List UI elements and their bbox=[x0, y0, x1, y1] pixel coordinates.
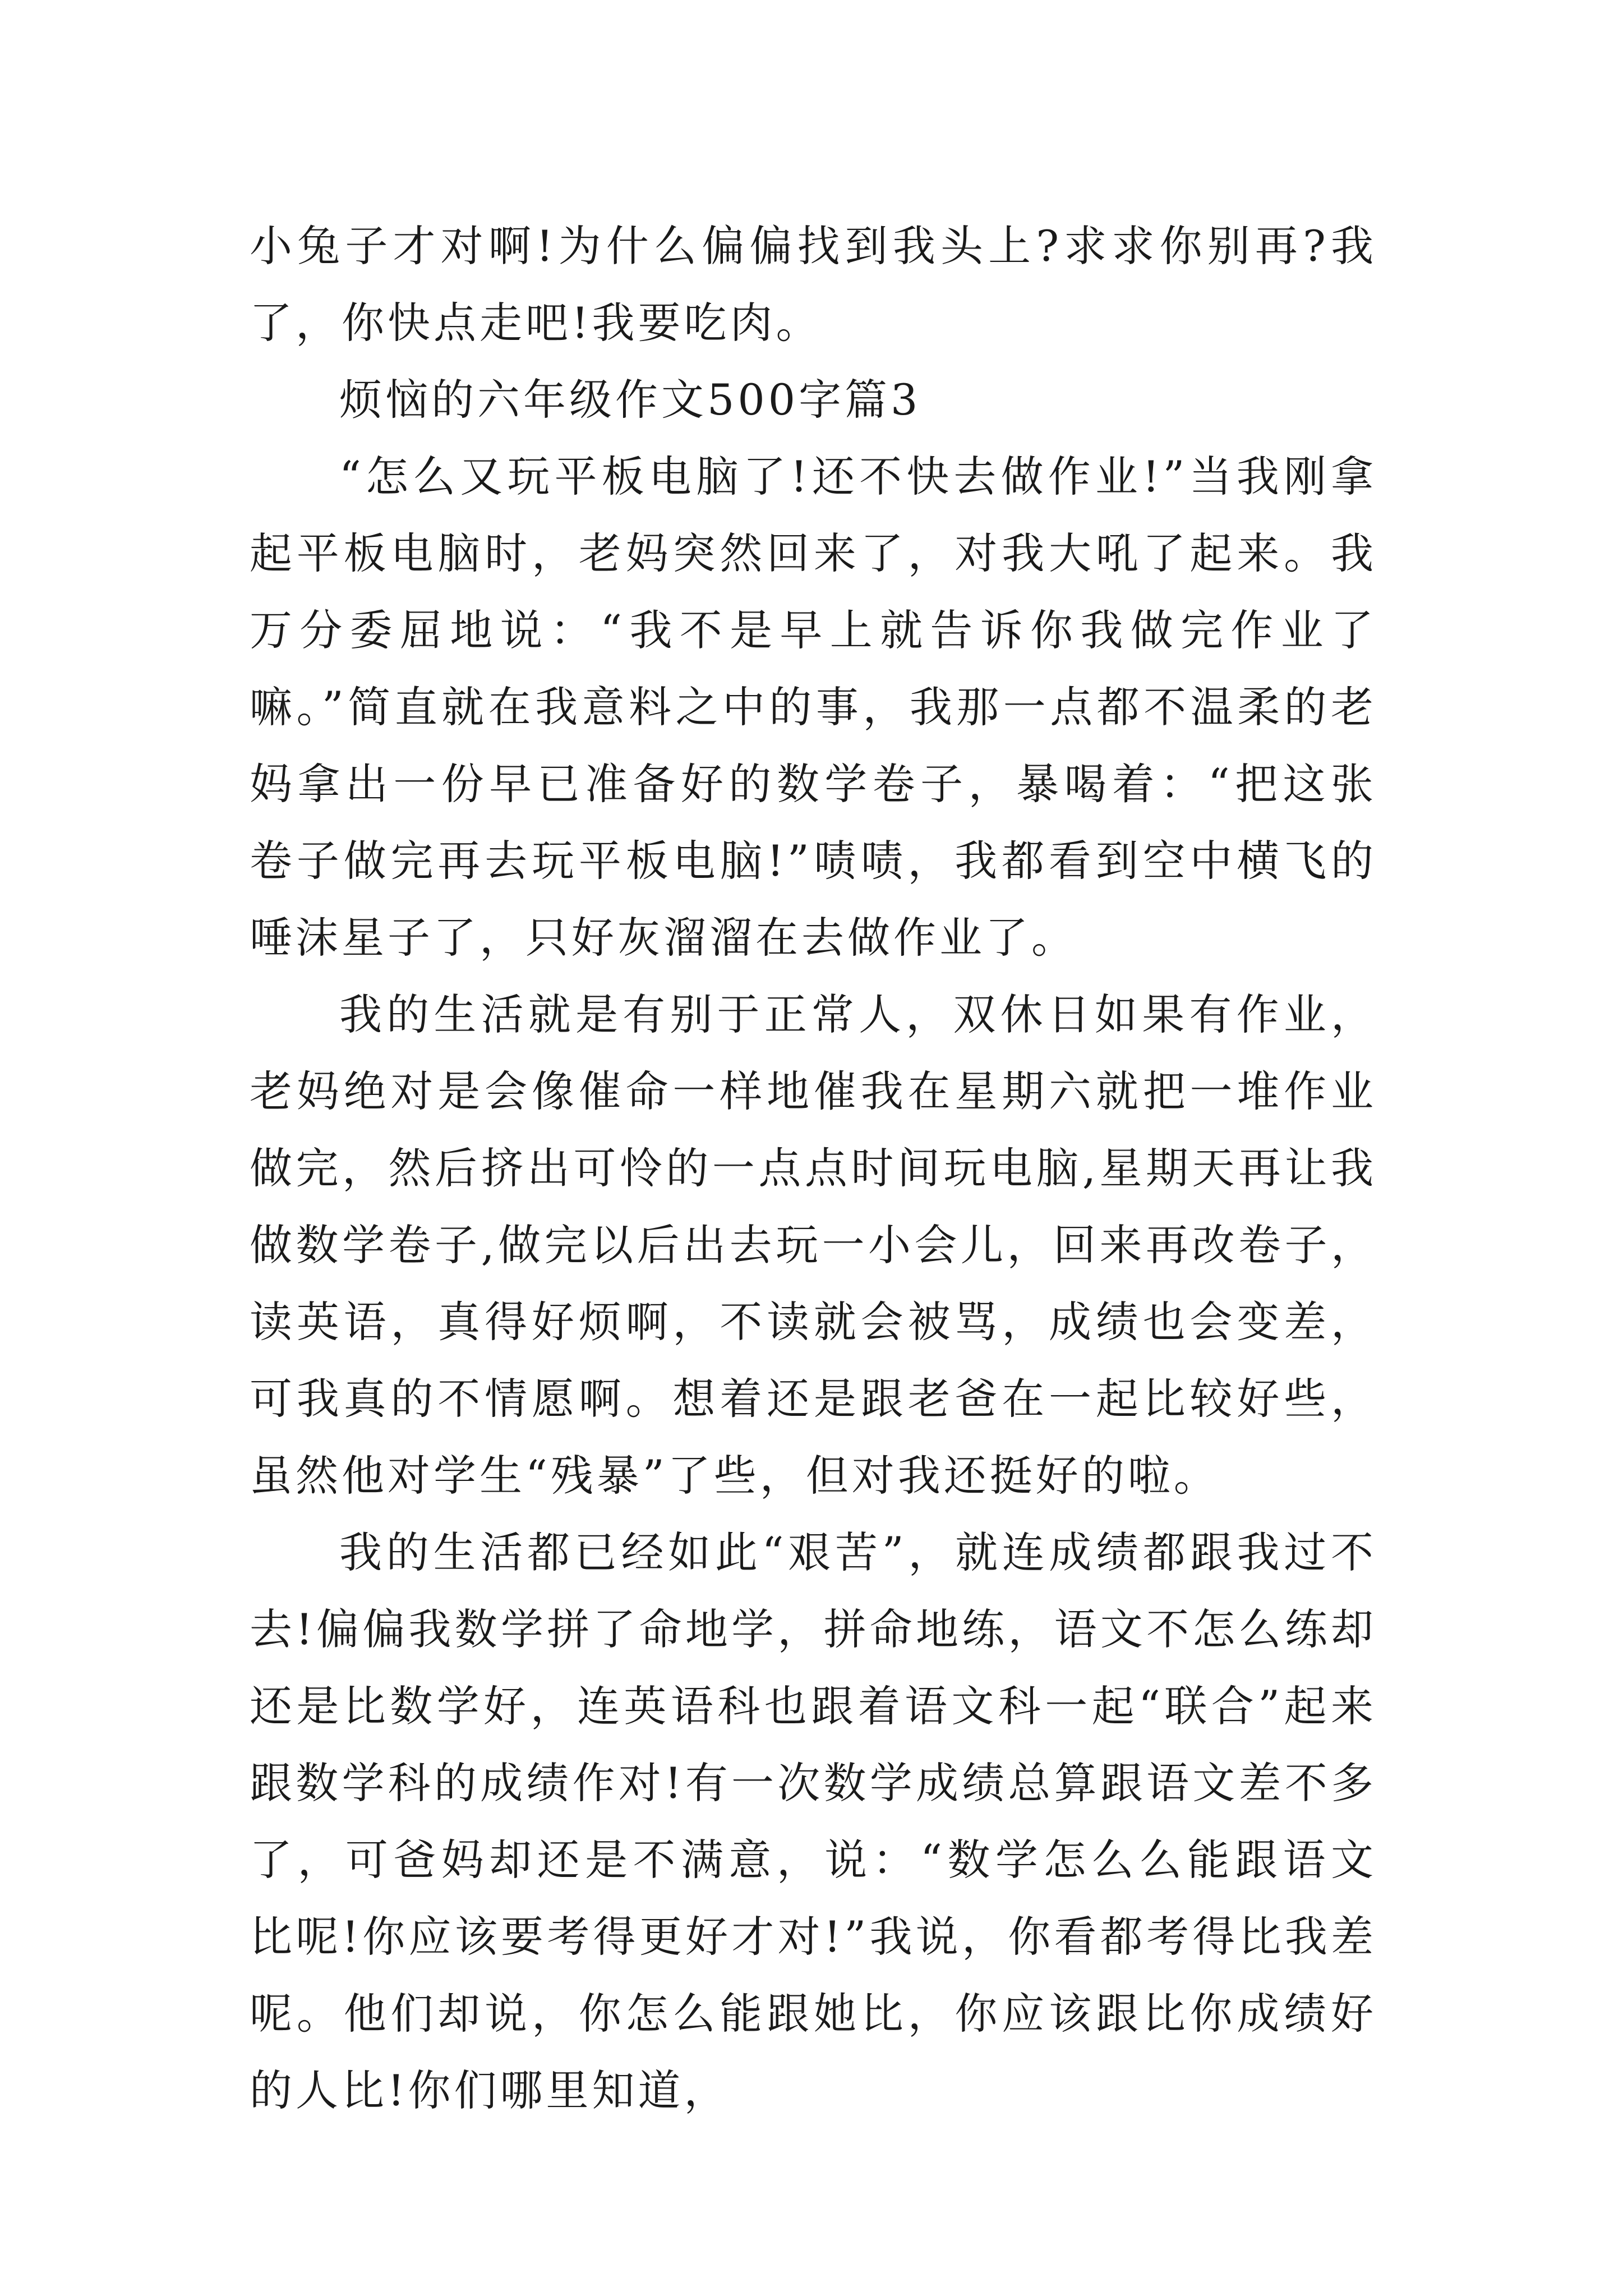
paragraph-continuation: 小兔子才对啊!为什么偏偏找到我头上?求求你别再?我了，你快点走吧!我要吃肉。 bbox=[250, 221, 1377, 348]
paragraph-2: 我的生活就是有别于正常人，双休日如果有作业，老妈绝对是会像催命一样地催我在星期六就把一堆作业做完，然后挤出可怜的一点点时间玩电脑,星期天再让我做数学卷子,做完以后出去玩一小会儿，回来再改卷子，读英语，真得好烦啊，不读就会被骂，成绩也会变差，可我真的不情愿啊。想着还是跟老爸在一起比较好些，虽然他对学生“残暴”了些，但对我还挺好的啦。 bbox=[250, 990, 1377, 1501]
document-body bbox=[250, 208, 1377, 2129]
paragraph-3: 我的生活都已经如此“艰苦”，就连成绩都跟我过不去!偏偏我数学拼了命地学，拼命地练，语文不怎么练却还是比数学好，连英语科也跟着语文科一起“联合”起来跟数学科的成绩作对!有一次数学成绩总算跟语文差不多了，可爸妈却还是不满意，说：“数学怎么么能跟语文比呢!你应该要考得更好才对!”我说，你看都考得比我差呢。他们却说，你怎么能跟她比，你应该跟比你成绩好的人比!你们哪里知道， bbox=[250, 1527, 1377, 2115]
section-heading: 烦恼的六年级作文500字篇3 bbox=[339, 375, 921, 425]
paragraph-1: “怎么又玩平板电脑了!还不快去做作业!”当我刚拿起平板电脑时，老妈突然回来了，对我大吼了起来。我万分委屈地说：“我不是早上就告诉你我做完作业了嘛。”简直就在我意料之中的事，我那一点都不温柔的老妈拿出一份早已准备好的数学卷子，暴喝着：“把这张卷子做完再去玩平板电脑!”啧啧，我都看到空中横飞的唾沫星子了，只好灰溜溜在去做作业了。 bbox=[250, 452, 1377, 963]
